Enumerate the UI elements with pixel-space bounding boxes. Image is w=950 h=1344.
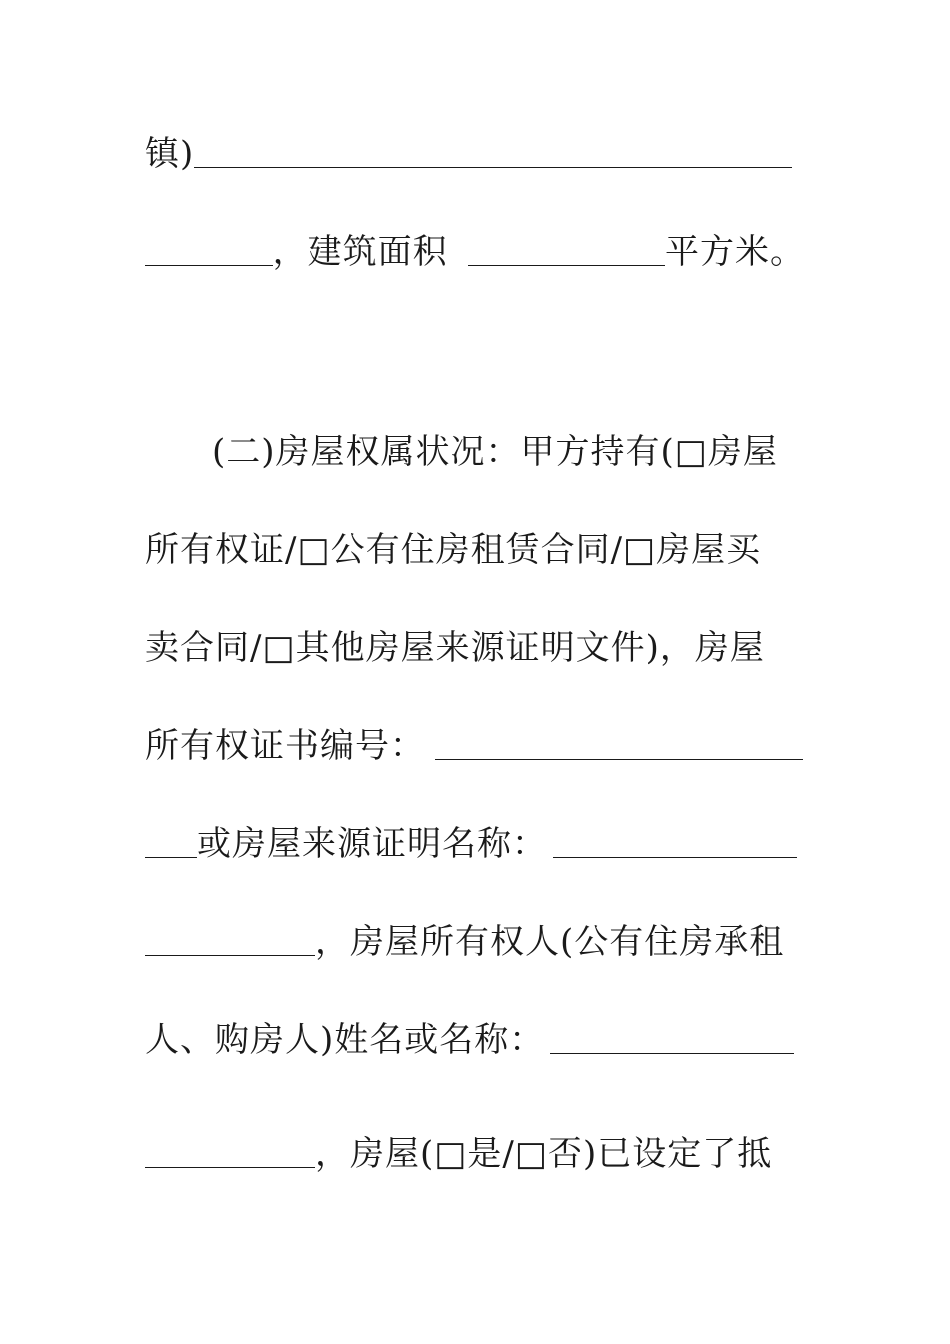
fill-blank-address[interactable] — [194, 167, 792, 168]
text-line-6 — [145, 722, 805, 770]
text-line-10 — [145, 1130, 805, 1178]
fill-blank-certificate-number[interactable] — [435, 759, 803, 760]
text-line-7 — [145, 820, 805, 868]
line-3-text: (二)房屋权属状况：甲方持有(□房屋 — [212, 432, 778, 472]
text-line-4 — [145, 526, 805, 574]
fill-blank-source-proof-name-cont[interactable] — [145, 955, 315, 956]
line-1-text: 镇) — [145, 134, 195, 174]
text-line-5 — [145, 624, 805, 672]
line-8-text: ，房屋所有权人(公有住房承租 — [315, 922, 785, 962]
fill-blank-certificate-number-cont[interactable] — [145, 857, 197, 858]
text-line-2 — [145, 228, 805, 276]
fill-blank-address-cont[interactable] — [145, 265, 273, 266]
line-5-text: 卖合同/□其他房屋来源证明文件)，房屋 — [145, 628, 765, 668]
fill-blank-source-proof-name[interactable] — [553, 857, 797, 858]
line-2-text-unit: 平方米。 — [665, 232, 806, 272]
fill-blank-owner-name[interactable] — [550, 1053, 794, 1054]
text-line-8 — [145, 918, 805, 966]
line-4-text: 所有权证/□公有住房租赁合同/□房屋买 — [145, 530, 762, 570]
line-7-text: 或房屋来源证明名称： — [197, 824, 547, 864]
text-line-9 — [145, 1016, 805, 1064]
line-10-text: ，房屋(□是/□否)已设定了抵 — [315, 1134, 773, 1174]
line-2-text-area: ，建筑面积 — [272, 232, 448, 272]
line-6-text: 所有权证书编号： — [145, 726, 425, 766]
text-line-1 — [145, 130, 805, 178]
line-9-text: 人、购房人)姓名或名称： — [145, 1020, 545, 1060]
fill-blank-building-area[interactable] — [468, 265, 665, 266]
fill-blank-owner-name-cont[interactable] — [145, 1167, 315, 1168]
text-line-3 — [212, 428, 812, 476]
